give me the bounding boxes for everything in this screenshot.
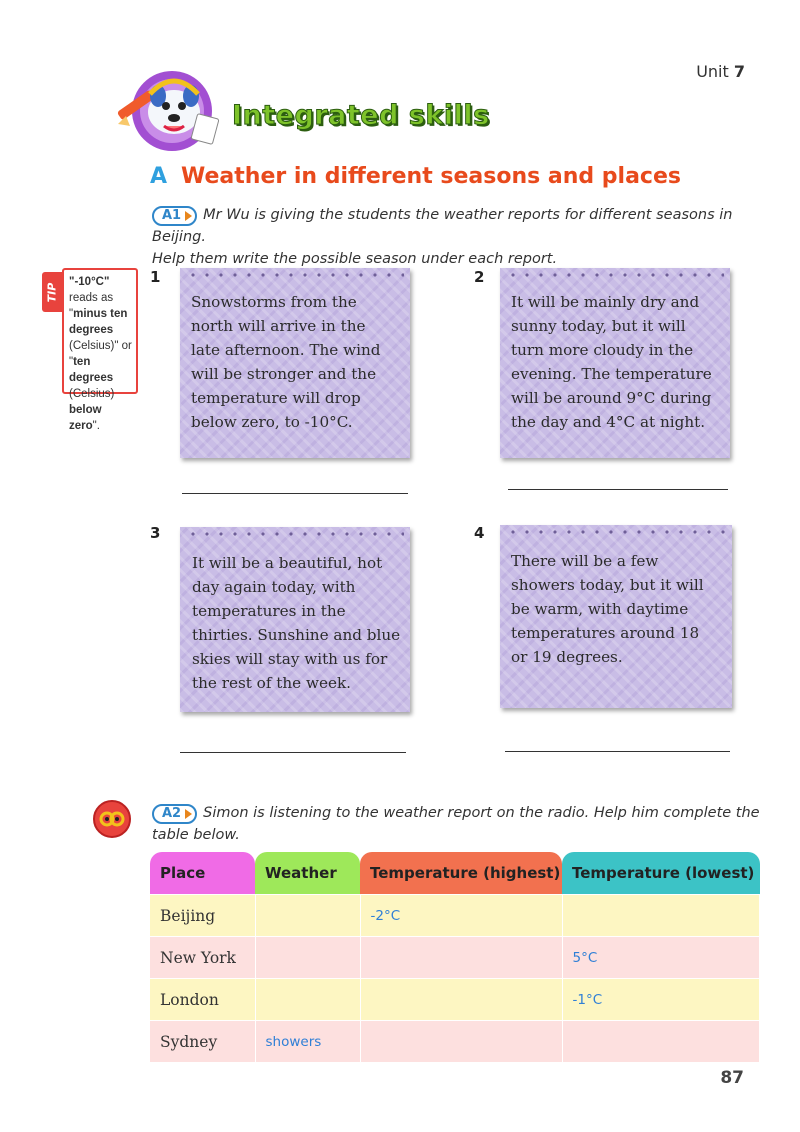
play-arrow-icon: [185, 809, 192, 819]
listening-headphones-icon: [93, 800, 131, 838]
report-card-2: It will be mainly dry and sunny today, but it will turn more cloudy in the evening. The temperature will be around 9°C during the day and 4°C at night.: [500, 268, 730, 458]
cell-temp-low[interactable]: 5°C: [562, 937, 760, 979]
header-temp-highest: Temperature (highest): [360, 852, 562, 895]
cell-temp-high[interactable]: [360, 937, 562, 979]
play-arrow-icon: [185, 211, 192, 221]
a2-instruction: A2 Simon is listening to the weather report on the radio. Help him complete the table below.: [152, 805, 760, 843]
report-number-3: 3: [150, 524, 161, 542]
report-number-1: 1: [150, 268, 161, 286]
table-row: [150, 937, 760, 979]
answer-line-3[interactable]: [180, 752, 406, 753]
table-row: [150, 979, 760, 1021]
cell-temp-low[interactable]: [562, 1021, 760, 1063]
report-number-2: 2: [474, 268, 485, 286]
cell-weather[interactable]: [255, 937, 360, 979]
cell-weather[interactable]: [255, 895, 360, 937]
header-place: Place: [150, 852, 255, 895]
a1-instruction: A1 Mr Wu is giving the students the weather reports for different seasons in Beijing. Help them write the possible season under each report.: [152, 207, 733, 267]
answer-line-4[interactable]: [505, 751, 730, 752]
cell-temp-high[interactable]: [360, 1021, 562, 1063]
cell-place: Beijing: [150, 895, 255, 937]
answer-line-1[interactable]: [182, 493, 408, 494]
report-card-3: It will be a beautiful, hot day again today, with temperatures in the thirties. Sunshine and blue skies will stay with us for the rest of the week.: [180, 527, 410, 712]
cell-place: New York: [150, 937, 255, 979]
answer-line-2[interactable]: [508, 489, 728, 490]
section-a-heading: [150, 164, 681, 189]
notepad-holes: [506, 272, 724, 278]
report-card-1: Snowstorms from the north will arrive in the late afternoon. The wind will be stronger and the temperature will drop below zero, to -10°C.: [180, 268, 410, 458]
a1-badge: A1: [152, 206, 197, 226]
report-card-4: There will be a few showers today, but it will be warm, with daytime temperatures around 18 or 19 degrees.: [500, 525, 732, 708]
table-row: [150, 1021, 760, 1063]
page-number: 87: [720, 1068, 744, 1088]
unit-label: Unit 7: [696, 62, 745, 81]
notepad-holes: [506, 529, 726, 535]
section-letter: A: [150, 164, 168, 189]
cell-place: London: [150, 979, 255, 1021]
cell-temp-low[interactable]: [562, 895, 760, 937]
header-weather: Weather: [255, 852, 360, 895]
cell-temp-low[interactable]: -1°C: [562, 979, 760, 1021]
notepad-holes: [186, 272, 404, 278]
report-number-4: 4: [474, 524, 485, 542]
weather-table: [150, 852, 760, 1062]
tip-box: "-10°C" reads as "minus ten degrees (Celsius)" or "ten degrees (Celsius) below zero".: [62, 268, 138, 394]
table-row: [150, 895, 760, 937]
header-temp-lowest: Temperature (lowest): [562, 852, 760, 895]
cell-temp-high[interactable]: [360, 979, 562, 1021]
cell-temp-high[interactable]: -2°C: [360, 895, 562, 937]
cell-place: Sydney: [150, 1021, 255, 1063]
tip-tab: TIP: [42, 272, 62, 312]
notepad-holes: [186, 531, 404, 537]
table-header-row: [150, 852, 760, 895]
cell-weather[interactable]: showers: [255, 1021, 360, 1063]
mascot-dog-icon: [112, 66, 232, 156]
unit-number: 7: [733, 62, 745, 81]
page-title: Integrated skills: [232, 100, 490, 131]
section-title: Weather in different seasons and places: [181, 164, 681, 189]
a2-badge: A2: [152, 804, 197, 824]
cell-weather[interactable]: [255, 979, 360, 1021]
